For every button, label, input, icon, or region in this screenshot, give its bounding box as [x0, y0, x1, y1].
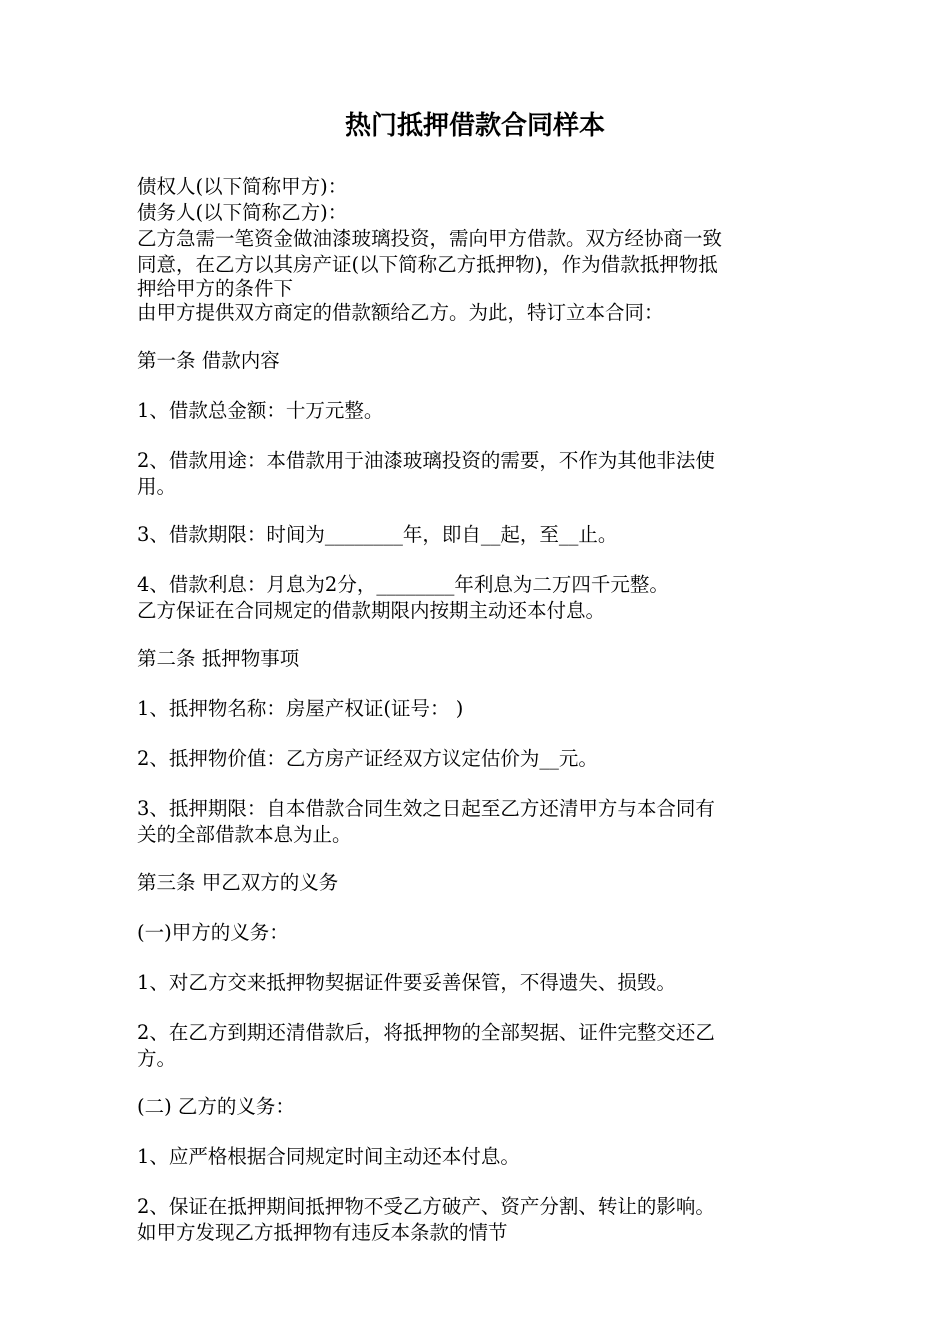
subsection-heading: (一)甲方的义务：: [137, 921, 289, 944]
subsection-heading: (二) 乙方的义务：: [137, 1095, 295, 1118]
clause-line: 方。: [137, 1047, 177, 1070]
paragraph-line: 同意，在乙方以其房产证(以下简称乙方抵押物)，作为借款抵押物抵: [137, 253, 718, 276]
clause-line: 3、抵押期限：自本借款合同生效之日起至乙方还清甲方与本合同有: [137, 797, 715, 820]
paragraph-line: 乙方急需一笔资金做油漆玻璃投资，需向甲方借款。双方经协商一致: [137, 227, 723, 250]
clause-line: 4、借款利息：月息为2分，________年利息为二万四千元整。: [137, 573, 669, 596]
clause-line: 1、抵押物名称：房屋产权证(证号： ): [137, 697, 464, 720]
clause-line: 1、应严格根据合同规定时间主动还本付息。: [137, 1145, 520, 1168]
section-heading: 第二条 抵押物事项: [137, 647, 300, 670]
paragraph-line: 债权人(以下简称甲方)：: [137, 175, 348, 198]
paragraph-line: 债务人(以下简称乙方)：: [137, 201, 348, 224]
section-heading: 第三条 甲乙双方的义务: [137, 871, 339, 894]
clause-line: 如甲方发现乙方抵押物有违反本条款的情节: [137, 1221, 508, 1244]
clause-line: 1、对乙方交来抵押物契据证件要妥善保管，不得遗失、损毁。: [137, 971, 676, 994]
clause-line: 1、借款总金额：十万元整。: [137, 399, 384, 422]
paragraph-line: 由甲方提供双方商定的借款额给乙方。为此，特订立本合同：: [137, 301, 664, 324]
section-heading: 第一条 借款内容: [137, 349, 280, 372]
clause-line: 3、借款期限：时间为________年，即自__起，至__止。: [137, 523, 618, 546]
document-title: 热门抵押借款合同样本: [344, 111, 605, 141]
clause-line: 2、抵押物价值：乙方房产证经双方议定估价为__元。: [137, 747, 598, 770]
paragraph-line: 押给甲方的条件下: [137, 277, 294, 300]
clause-line: 2、借款用途：本借款用于油漆玻璃投资的需要，不作为其他非法使: [137, 449, 715, 472]
clause-line: 用。: [137, 475, 177, 498]
clause-line: 乙方保证在合同规定的借款期限内按期主动还本付息。: [137, 599, 606, 622]
clause-line: 关的全部借款本息为止。: [137, 823, 352, 846]
clause-line: 2、保证在抵押期间抵押物不受乙方破产、资产分割、转让的影响。: [137, 1195, 715, 1218]
clause-line: 2、在乙方到期还清借款后，将抵押物的全部契据、证件完整交还乙: [137, 1021, 715, 1044]
